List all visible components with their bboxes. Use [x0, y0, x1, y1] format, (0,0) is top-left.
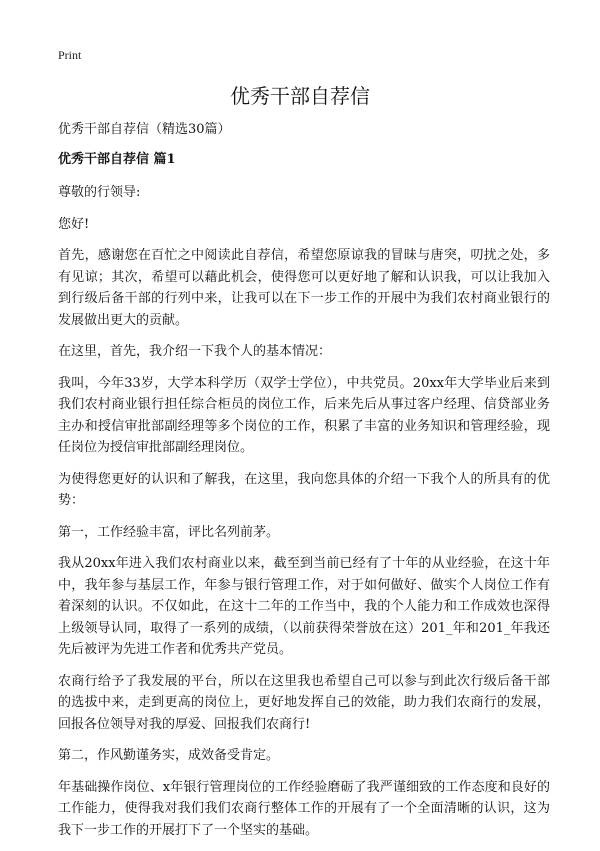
greeting: 您好! — [58, 216, 90, 232]
point-heading: 第一，工作经验丰富，评比名列前茅。 — [58, 524, 280, 540]
body-paragraph: 年基础操作岗位、x年银行管理岗位的工作经验磨砺了我严谨细致的工作态度和良好的工作能力，使得我对我们我们农商行整体工作的开展有了一个全面清晰的认识，这为我下一步工作的开展打下了一个坚实的基础。 — [58, 779, 550, 838]
body-paragraph: 首先，感谢您在百忙之中阅读此自荐信，希望您原谅我的冒昧与唐突，叨扰之处，多有见谅；其次，希望可以藉此机会，使得您可以更好地了解和认识我，可以让我加入到行级后备干部的行列中来，让我可以在下一步工作的开展中为我们农村商业银行的发展做出更大的贡献。 — [58, 248, 550, 328]
section-heading: 优秀干部自荐信 篇1 — [58, 152, 176, 167]
body-paragraph: 在这里，首先，我介绍一下我个人的基本情况： — [58, 344, 332, 359]
body-paragraph: 我叫，今年33岁，大学本科学历（双学士学位），中共党员。20xx年大学毕业后来到我们农村商业银行担任综合柜员的岗位工作，后来先后从事过客户经理、信贷部业务主办和授信审批部副经理等多个岗位的工作，积累了丰富的业务知识和管理经验，现任岗位为授信审批部副经理岗位。 — [58, 375, 550, 455]
body-paragraph: 农商行给予了我发展的平台，所以在这里我也希望自己可以参与到此次行级后备干部的选拔中来，走到更高的岗位上，更好地发挥自己的效能，助力我们农商行的发展，回报各位领导对我的厚爱、回报我们农商行! — [58, 673, 550, 732]
body-paragraph: 为使得您更好的认识和了解我，在这里，我向您具体的介绍一下我个人的所具有的优势： — [58, 471, 550, 508]
print-link[interactable]: Print — [58, 48, 82, 62]
document-title: 优秀干部自荐信 — [230, 84, 370, 108]
salutation: 尊敬的行领导: — [58, 185, 141, 200]
document-body — [58, 120, 550, 851]
document-subtitle: 优秀干部自荐信（精选30篇） — [58, 122, 231, 137]
point-heading: 第二，作风勤谨务实，成效备受肯定。 — [58, 748, 280, 763]
body-paragraph: 我从20xx年进入我们农村商业以来，截至到当前已经有了十年的从业经验，在这十年中，我年参与基层工作，年参与银行管理工作，对于如何做好、做实个人岗位工作有着深刻的认识。不仅如此，在这十二年的工作当中，我的个人能力和工作成效也深得上级领导认同，取得了一系列的成绩，（以前获得荣誉放在这）201_年和201_年我还先后被评为先进工作者和优秀共产党员。 — [58, 556, 550, 657]
